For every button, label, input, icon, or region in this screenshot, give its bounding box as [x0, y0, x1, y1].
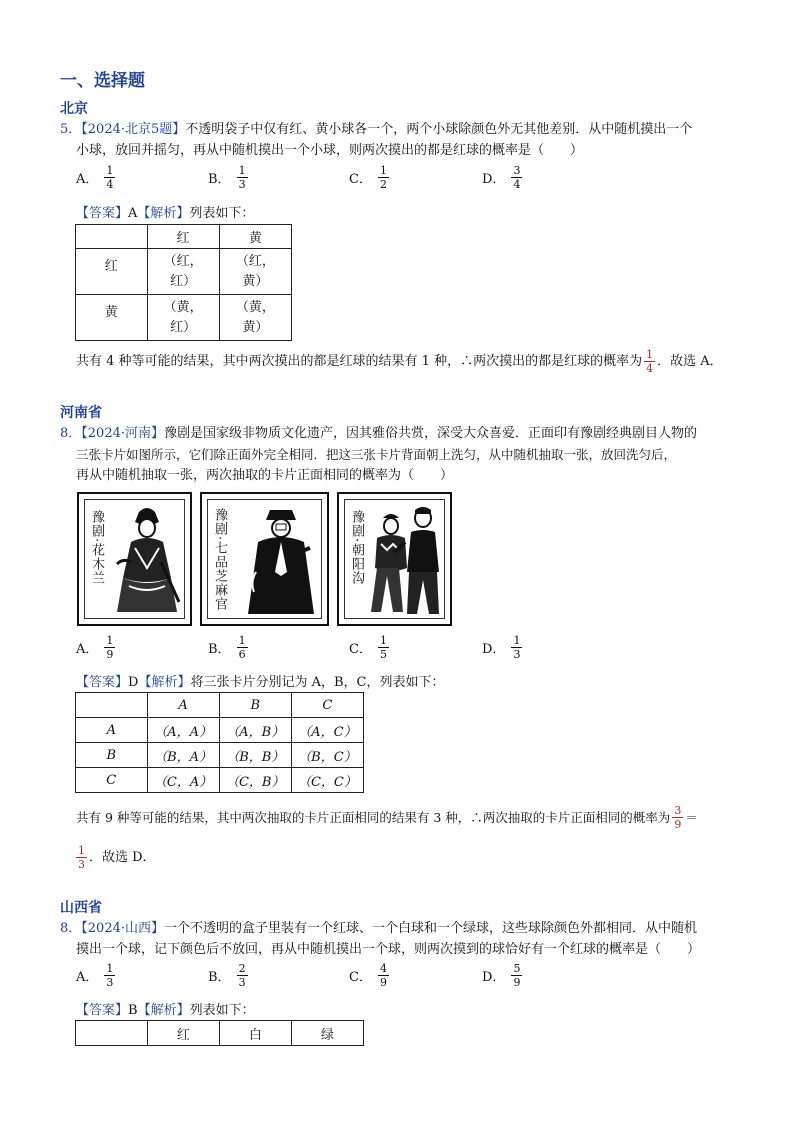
- q3-answer-line: 【答案】B【解析】列表如下：: [76, 1003, 255, 1018]
- q3-line2: 摸出一个球，记下颜色后不放回，再从中随机摸出一个球，则两次摸到的球恰好有一个红球的概率是（ ）: [76, 942, 701, 957]
- q1-tag: 5．【2024·北京5题】: [60, 122, 186, 137]
- q3-option-d: D． $\frac{5}{9}$: [482, 962, 521, 989]
- q2-option-c: C． $\frac{1}{5}$: [349, 634, 387, 661]
- q3-line1: 8．【2024·山西】一个不透明的盒子里装有一个红球、一个白球和一个绿球，这些球除颜色外都相同．从中随机: [60, 921, 698, 936]
- q1-option-d: D． $\frac{3}{4}$: [482, 164, 521, 191]
- q3-option-a: A． $\frac{1}{3}$: [76, 962, 114, 989]
- q2-line3: 再从中随机抽取一张，两次抽取的卡片正面相同的概率为（ ）: [76, 468, 454, 483]
- q2-answer: D: [128, 675, 139, 690]
- card-2-title: 豫剧·七品芝麻官: [212, 508, 227, 612]
- q2-option-b: B． $\frac{1}{6}$: [208, 634, 246, 661]
- region-beijing: 北京: [60, 101, 88, 117]
- q1-conclusion: 共有 4 种等可能的结果，其中两次摸出的都是红球的结果有 1 种，∴两次摸出的都是红球的概率为 $\frac{1}{4}$ ．故选 A．: [76, 348, 723, 375]
- q2-line2: 三张卡片如图所示，它们除正面外完全相同．把这三张卡片背面朝上洗匀，从中随机抽取一张，放回洗匀后，: [76, 447, 677, 462]
- opera-figure-2-image: [236, 502, 326, 620]
- q1-text1: 不透明袋子中仅有红、黄小球各一个，两个小球除颜色外无其他差别．从中随机摸出一个: [185, 122, 693, 137]
- q1-answer-line: 【答案】A【解析】列表如下：: [76, 206, 255, 221]
- opera-figure-3-image: [367, 500, 449, 620]
- q3-answer: B: [128, 1003, 138, 1018]
- opera-figure-1-image: [109, 502, 185, 620]
- q1-line2: 小球，放回并摇匀，再从中随机摸出一个小球，则两次摸出的都是红球的概率是（ ）: [76, 143, 584, 158]
- q2-table: A B C A （A，A） （A，B） （A，C） B （B，A） （B，B） （B，C） C （C，A） （C，B） （C，C）: [75, 692, 364, 793]
- card-chaoyang-gou: [337, 492, 452, 626]
- q2-conclusion-cont: $\frac{1}{3}$ ．故选 D．: [78, 844, 156, 871]
- region-henan: 河南省: [60, 405, 102, 421]
- q3-option-c: C． $\frac{4}{9}$: [349, 962, 387, 989]
- q3-tag: 8．【2024·山西】: [60, 921, 164, 936]
- q2-tag: 8．【2024·河南】: [60, 426, 164, 441]
- q1-option-b: B． $\frac{1}{3}$: [208, 164, 246, 191]
- q1-table: 红 黄 红 （红， 红） （红， 黄） 黄 （黄， 红） （黄， 黄）: [75, 224, 292, 341]
- q1-line1: [60, 120, 692, 140]
- card-hua-mulan: [77, 492, 192, 626]
- q2-answer-line: 【答案】D【解析】将三张卡片分别记为 A，B，C，列表如下：: [76, 675, 445, 690]
- q3-option-b: B． $\frac{2}{3}$: [208, 962, 246, 989]
- q1-conclusion-fraction: $\frac{1}{4}$: [646, 348, 654, 375]
- q1-answer: A: [128, 206, 138, 221]
- card-1-title: 豫剧·花木兰: [89, 510, 104, 586]
- q2-option-a: A． $\frac{1}{9}$: [76, 634, 114, 661]
- q2-conclusion-fraction-2: $\frac{1}{3}$: [78, 844, 85, 871]
- q2-line1: 8．【2024·河南】豫剧是国家级非物质文化遗产，因其雅俗共赏，深受大众喜爱．正面印有豫剧经典剧目人物的: [60, 426, 698, 441]
- q1-option-a: A． $\frac{1}{4}$: [76, 164, 114, 191]
- q2-conclusion-fraction-1: $\frac{3}{9}$: [674, 804, 682, 831]
- q2-option-d: D． $\frac{1}{3}$: [482, 634, 521, 661]
- q1-option-c: C． $\frac{1}{2}$: [349, 164, 387, 191]
- q3-table: 红 白 绿: [75, 1020, 364, 1046]
- region-shanxi: 山西省: [60, 900, 102, 916]
- card-qipin-zhimaguan: [200, 492, 329, 626]
- card-3-title: 豫剧·朝阳沟: [349, 510, 364, 586]
- section-title: 一、选择题: [60, 71, 145, 91]
- q2-conclusion: 共有 9 种等可能的结果，其中两次抽取的卡片正面相同的结果有 3 种，∴两次抽取的卡片正面相同的概率为 $\frac{3}{9}$ ＝: [76, 804, 698, 831]
